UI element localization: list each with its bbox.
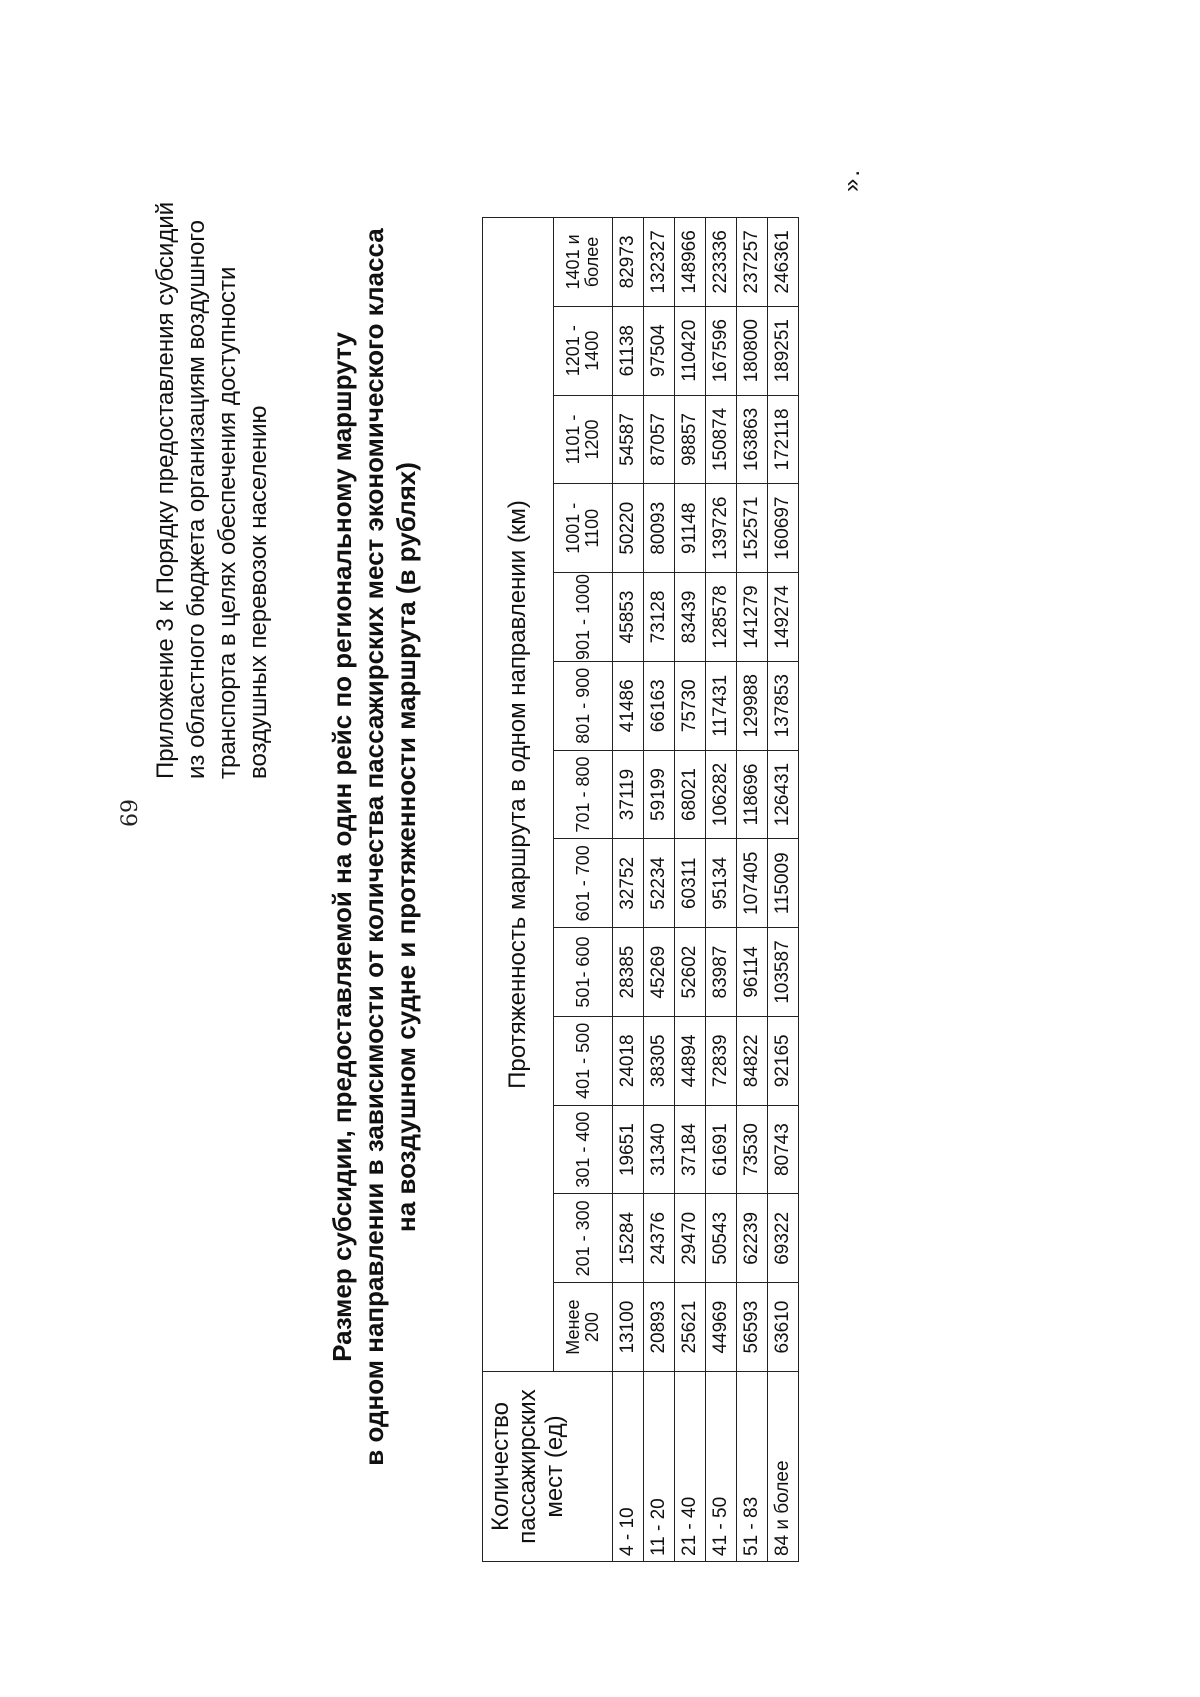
- column-header: 501- 600: [554, 928, 613, 1017]
- column-header: 701 - 800: [554, 750, 613, 839]
- table-cell: 189251: [768, 306, 799, 395]
- table-cell: 98857: [675, 395, 706, 484]
- table-cell: 66163: [644, 661, 675, 750]
- appendix-line: воздушных перевозок населению: [245, 405, 272, 779]
- table-row: [644, 218, 675, 1562]
- table-cell: 24018: [613, 1016, 644, 1105]
- title-line: в одном направлении в зависимости от количества пассажирских мест экономического класса: [359, 228, 389, 1466]
- table-cell: 25621: [675, 1283, 706, 1372]
- table-cell: 117431: [706, 661, 737, 750]
- table-cell: 167596: [706, 306, 737, 395]
- table-cell: 172118: [768, 395, 799, 484]
- table-cell: 73530: [737, 1105, 768, 1194]
- table-cell: 80093: [644, 484, 675, 573]
- table-cell: 237257: [737, 218, 768, 307]
- table-cell: 28385: [613, 928, 644, 1017]
- column-header: 401 - 500: [554, 1016, 613, 1105]
- title-line: на воздушном судне и протяженности маршрута (в рублях): [391, 462, 421, 1232]
- column-header: 801 - 900: [554, 661, 613, 750]
- table-cell: 60311: [675, 839, 706, 928]
- table-cell: 95134: [706, 839, 737, 928]
- table-cell: 80743: [768, 1105, 799, 1194]
- table-cell: 37119: [613, 750, 644, 839]
- table-cell: 54587: [613, 395, 644, 484]
- table-cell: 107405: [737, 839, 768, 928]
- table-cell: 149274: [768, 573, 799, 662]
- table-cell: 137853: [768, 661, 799, 750]
- table-cell: 50543: [706, 1194, 737, 1283]
- table-row: [613, 218, 644, 1562]
- distance-header: Протяженность маршрута в одном направлении (км): [483, 218, 554, 1372]
- table-cell: 61138: [613, 306, 644, 395]
- table-cell: 44969: [706, 1283, 737, 1372]
- appendix-note: [150, 59, 274, 779]
- table-cell: 139726: [706, 484, 737, 573]
- table-cell: 15284: [613, 1194, 644, 1283]
- column-header: 1201 - 1400: [554, 306, 613, 395]
- table-row: [737, 218, 768, 1562]
- table-row: [706, 218, 737, 1562]
- row-label: 51 - 83: [737, 1372, 768, 1562]
- table-cell: 45853: [613, 573, 644, 662]
- table-cell: 73128: [644, 573, 675, 662]
- table-cell: 24376: [644, 1194, 675, 1283]
- table-cell: 37184: [675, 1105, 706, 1194]
- table-cell: 223336: [706, 218, 737, 307]
- appendix-line: из областного бюджета организациям воздушного: [183, 220, 210, 779]
- table-cell: 13100: [613, 1283, 644, 1372]
- table-cell: 29470: [675, 1194, 706, 1283]
- table-cell: 141279: [737, 573, 768, 662]
- table-cell: 45269: [644, 928, 675, 1017]
- table-cell: 84822: [737, 1016, 768, 1105]
- table-cell: 72839: [706, 1016, 737, 1105]
- document-title: [326, 162, 422, 1532]
- table-cell: 150874: [706, 395, 737, 484]
- table-cell: 148966: [675, 218, 706, 307]
- table-cell: 32752: [613, 839, 644, 928]
- seats-header: Количество пассажирских мест (ед): [483, 1372, 613, 1562]
- appendix-line: транспорта в целях обеспечения доступности: [214, 266, 241, 779]
- table-cell: 75730: [675, 661, 706, 750]
- table-cell: 96114: [737, 928, 768, 1017]
- table-cell: 31340: [644, 1105, 675, 1194]
- table-cell: 126431: [768, 750, 799, 839]
- table-cell: 97504: [644, 306, 675, 395]
- table-cell: 83987: [706, 928, 737, 1017]
- table-cell: 59199: [644, 750, 675, 839]
- table-cell: 50220: [613, 484, 644, 573]
- column-header: 601 - 700: [554, 839, 613, 928]
- table-cell: 56593: [737, 1283, 768, 1372]
- table-cell: 129988: [737, 661, 768, 750]
- row-label: 21 - 40: [675, 1372, 706, 1562]
- row-label: 11 - 20: [644, 1372, 675, 1562]
- table-row: [675, 218, 706, 1562]
- table-cell: 118696: [737, 750, 768, 839]
- column-header: 1001 - 1100: [554, 484, 613, 573]
- table-cell: 52602: [675, 928, 706, 1017]
- table-cell: 82973: [613, 218, 644, 307]
- page-number: 69: [118, 799, 143, 827]
- table-cell: 103587: [768, 928, 799, 1017]
- table-cell: 44894: [675, 1016, 706, 1105]
- column-header: 1101 - 1200: [554, 395, 613, 484]
- table-cell: 61691: [706, 1105, 737, 1194]
- column-header: Менее 200: [554, 1283, 613, 1372]
- table-cell: 180800: [737, 306, 768, 395]
- table-cell: 110420: [675, 306, 706, 395]
- table-cell: 38305: [644, 1016, 675, 1105]
- table-row: [768, 218, 799, 1562]
- column-header: 201 - 300: [554, 1194, 613, 1283]
- table-cell: 52234: [644, 839, 675, 928]
- closing-quote: ».: [838, 167, 865, 192]
- table-cell: 68021: [675, 750, 706, 839]
- table-cell: 115009: [768, 839, 799, 928]
- appendix-line: Приложение 3 к Порядку предоставления субсидий: [152, 201, 179, 779]
- table-cell: 87057: [644, 395, 675, 484]
- column-header: 901 - 1000: [554, 573, 613, 662]
- table-cell: 69322: [768, 1194, 799, 1283]
- row-label: 41 - 50: [706, 1372, 737, 1562]
- title-line: Размер субсидии, предоставляемой на один рейс по региональному маршруту: [327, 332, 357, 1362]
- table-cell: 63610: [768, 1283, 799, 1372]
- table-body: [613, 218, 799, 1562]
- row-label: 4 - 10: [613, 1372, 644, 1562]
- row-label: 84 и более: [768, 1372, 799, 1562]
- table-cell: 160697: [768, 484, 799, 573]
- table-cell: 152571: [737, 484, 768, 573]
- table-cell: 132327: [644, 218, 675, 307]
- table-cell: 246361: [768, 218, 799, 307]
- table-cell: 128578: [706, 573, 737, 662]
- table-cell: 83439: [675, 573, 706, 662]
- column-header: 1401 и более: [554, 218, 613, 307]
- column-header: 301 - 400: [554, 1105, 613, 1194]
- subsidy-table: [482, 217, 799, 1562]
- table-cell: 20893: [644, 1283, 675, 1372]
- table-cell: 41486: [613, 661, 644, 750]
- table-cell: 106282: [706, 750, 737, 839]
- table-header-row: [483, 218, 554, 1562]
- table-cell: 92165: [768, 1016, 799, 1105]
- table-cell: 19651: [613, 1105, 644, 1194]
- table-cell: 163863: [737, 395, 768, 484]
- table-cell: 91148: [675, 484, 706, 573]
- table-cell: 62239: [737, 1194, 768, 1283]
- column-header-row: [554, 218, 613, 1562]
